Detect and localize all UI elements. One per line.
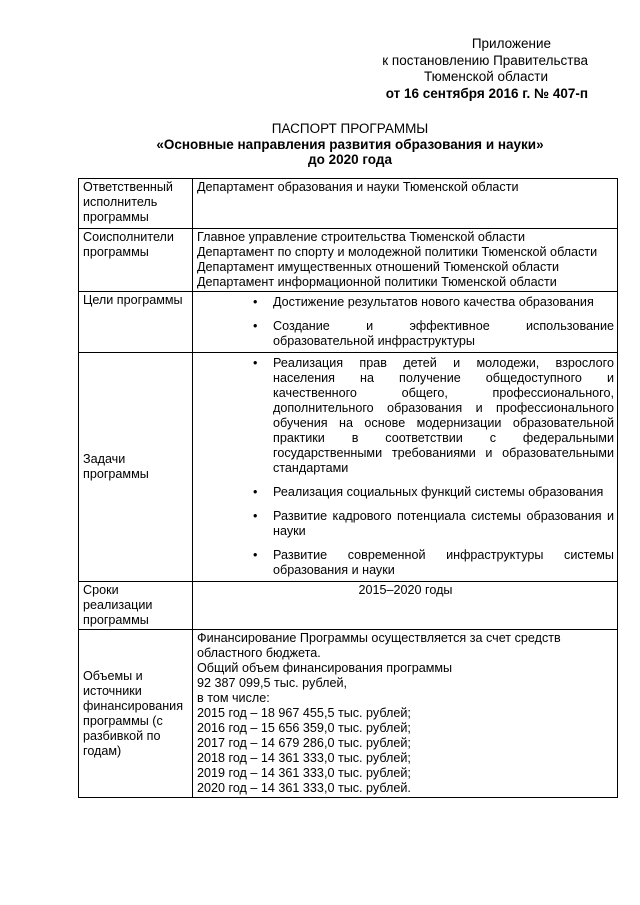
- funding-line: 2018 год – 14 361 333,0 тыс. рублей;: [197, 751, 411, 765]
- coexecutor-item: Департамент имущественных отношений Тюменской области: [197, 260, 560, 274]
- table-row-funding: [79, 630, 618, 798]
- funding-line: 2017 год – 14 679 286,0 тыс. рублей;: [197, 736, 411, 750]
- task-item: • Развитие современной инфраструктуры системы образования и науки: [273, 548, 614, 578]
- appendix-line-1: Приложение: [471, 36, 551, 51]
- goals-value: [193, 292, 618, 353]
- executor-value: Департамент образования и науки Тюменской области: [193, 179, 618, 229]
- goal-item: • Достижение результатов нового качества образования: [273, 295, 614, 310]
- tasks-label: Задачи программы: [79, 353, 193, 582]
- coexecutors-value: [193, 229, 618, 292]
- coexecutor-item: Главное управление строительства Тюменской области: [197, 230, 525, 244]
- title-line-3: до 2020 года: [308, 152, 392, 167]
- document-title: [60, 121, 640, 168]
- task-item: • Реализация социальных функций системы образования: [273, 485, 614, 500]
- table-row-terms: [79, 582, 618, 630]
- task-item: • Реализация прав детей и молодежи, взрослого населения на получение общедоступного и качественного общего, профессионального, дополнительного образования и профессионального обучения на основе модернизации образовательной практики в соответствии с федеральными государственными требованиями и образовательными стандартами: [273, 356, 614, 476]
- terms-label: Сроки реализации программы: [79, 582, 193, 630]
- appendix-header: [328, 36, 588, 102]
- table-row-goals: [79, 292, 618, 353]
- tasks-list: [197, 356, 614, 578]
- table-row-coexecutors: [79, 229, 618, 292]
- funding-line: 2015 год – 18 967 455,5 тыс. рублей;: [197, 706, 411, 720]
- goal-item: • Создание и эффективное использование образовательной инфраструктуры: [273, 319, 614, 349]
- funding-line: 2016 год – 15 656 359,0 тыс. рублей;: [197, 721, 411, 735]
- funding-line: Финансирование Программы осуществляется за счет средств областного бюджета.: [197, 631, 561, 660]
- funding-value: [193, 630, 618, 798]
- appendix-decree-date: от 16 сентября 2016 г. № 407-п: [385, 85, 588, 101]
- funding-line: в том числе:: [197, 691, 270, 705]
- funding-line: 2020 год – 14 361 333,0 тыс. рублей.: [197, 781, 411, 795]
- tasks-value: [193, 353, 618, 582]
- title-line-2: «Основные направления развития образования и науки»: [156, 136, 544, 152]
- passport-table: [78, 178, 618, 798]
- task-item: • Развитие кадрового потенциала системы образования и науки: [273, 509, 614, 539]
- table-row-tasks: [79, 353, 618, 582]
- coexecutor-item: Департамент информационной политики Тюменской области: [197, 275, 557, 289]
- appendix-line-3: Тюменской области: [424, 69, 548, 84]
- executor-label: Ответственный исполнитель программы: [79, 179, 193, 229]
- funding-line: 2019 год – 14 361 333,0 тыс. рублей;: [197, 766, 411, 780]
- funding-label: Объемы и источники финансирования программы (с разбивкой по годам): [79, 630, 193, 798]
- appendix-line-2: к постановлению Правительства: [382, 52, 588, 68]
- coexecutors-label: Соисполнители программы: [79, 229, 193, 292]
- title-line-1: ПАСПОРТ ПРОГРАММЫ: [271, 121, 429, 136]
- funding-line: Общий объем финансирования программы: [197, 661, 453, 675]
- terms-value: 2015–2020 годы: [193, 582, 618, 630]
- table-row-executor: [79, 179, 618, 229]
- goals-label: Цели программы: [79, 292, 193, 353]
- goals-list: [197, 295, 614, 349]
- coexecutor-item: Департамент по спорту и молодежной политики Тюменской области: [197, 245, 598, 259]
- funding-line: 92 387 099,5 тыс. рублей,: [197, 676, 347, 690]
